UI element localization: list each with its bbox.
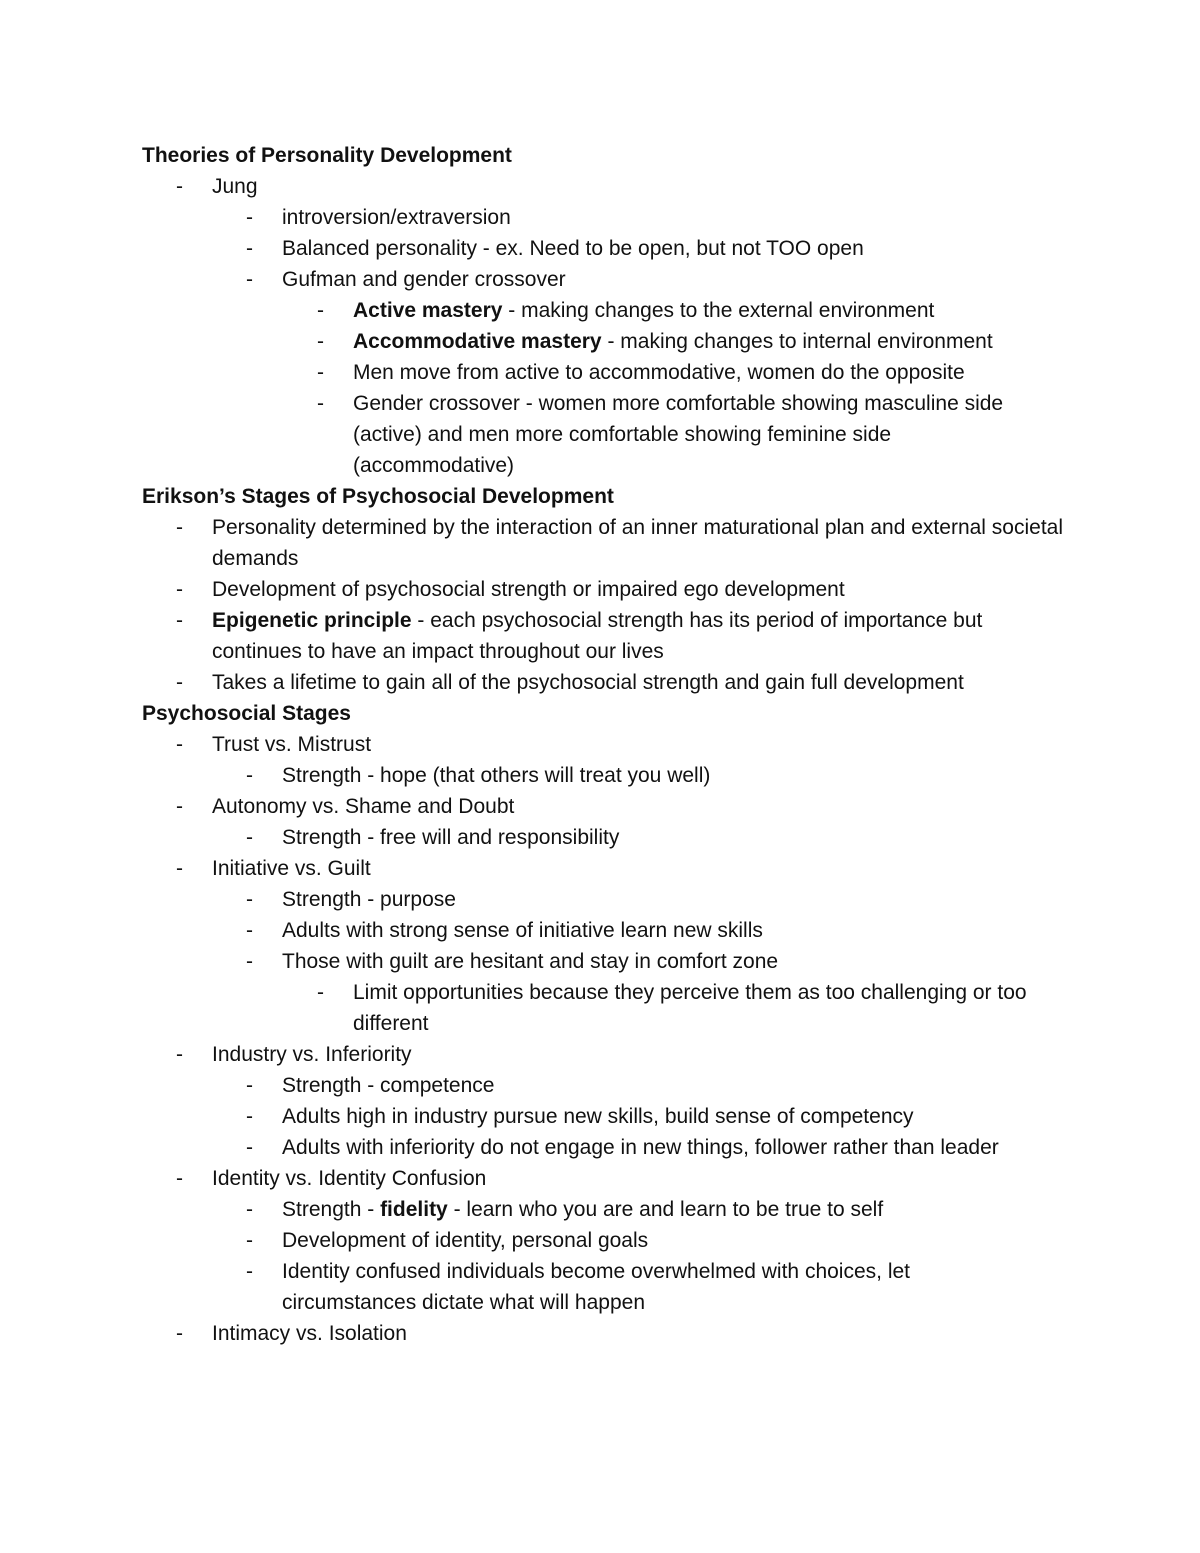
list-item-text: Adults with strong sense of initiative learn new skills — [282, 919, 763, 942]
definition-text: - each psychosocial strength has its period of importance but continues to have an impact throughout our lives — [212, 609, 983, 663]
list-item-text: Strength - competence — [282, 1074, 495, 1097]
list-item-text: Trust vs. Mistrust — [212, 733, 372, 756]
bullet-dash: - — [246, 1105, 253, 1128]
bullet-dash: - — [176, 578, 183, 601]
bullet-dash: - — [317, 981, 324, 1004]
list-item-text: Adults with inferiority do not engage in new things, follower rather than leader — [282, 1136, 999, 1159]
list-item — [246, 1194, 1042, 1225]
bullet-dash: - — [317, 299, 324, 322]
term-accommodative-mastery: Accommodative mastery — [353, 330, 602, 353]
list-item-text: Takes a lifetime to gain all of the psychosocial strength and gain full development — [212, 671, 964, 694]
list-item-text: Intimacy vs. Isolation — [212, 1322, 407, 1345]
bullet-dash: - — [176, 175, 183, 198]
list-item — [246, 264, 1042, 295]
list-item-text: Men move from active to accommodative, women do the opposite — [353, 361, 965, 384]
list-item-text — [353, 299, 934, 322]
list-item-text: Initiative vs. Guilt — [212, 857, 371, 880]
section-heading-erikson: Erikson’s Stages of Psychosocial Development — [142, 485, 614, 508]
bullet-dash: - — [246, 950, 253, 973]
list-item — [176, 667, 1070, 698]
list-item-text: Identity vs. Identity Confusion — [212, 1167, 487, 1190]
list-item — [246, 1101, 1042, 1132]
list-item — [176, 791, 1070, 822]
bullet-dash: - — [317, 361, 324, 384]
list-item — [317, 326, 1043, 357]
bullet-dash: - — [176, 1167, 183, 1190]
list-item — [246, 915, 1042, 946]
bullet-dash: - — [246, 1198, 253, 1221]
list-item-text: Gender crossover - women more comfortable showing masculine side (active) and men more comfortable showing feminine side (accommodative) — [353, 392, 1004, 477]
list-item-text — [353, 330, 993, 353]
list-item — [246, 760, 1042, 791]
bullet-dash: - — [176, 671, 183, 694]
term-active-mastery: Active mastery — [353, 299, 503, 322]
term-fidelity: fidelity — [380, 1198, 448, 1221]
list-item-text: Limit opportunities because they perceive them as too challenging or too different — [353, 981, 1027, 1035]
list-item-text: Autonomy vs. Shame and Doubt — [212, 795, 515, 818]
section-heading-theories: Theories of Personality Development — [142, 144, 512, 167]
list-item — [176, 853, 1070, 884]
list-item-text: Adults high in industry pursue new skills, build sense of competency — [282, 1105, 914, 1128]
bullet-dash: - — [176, 516, 183, 539]
bullet-dash: - — [246, 1260, 253, 1283]
list-item-text: introversion/extraversion — [282, 206, 511, 229]
list-item — [246, 822, 1042, 853]
list-item-text: Jung — [212, 175, 258, 198]
list-item-text — [282, 1198, 883, 1221]
list-item — [246, 202, 1042, 233]
list-item — [176, 512, 1070, 574]
list-item-text: Development of identity, personal goals — [282, 1229, 649, 1252]
bullet-dash: - — [176, 1043, 183, 1066]
bullet-dash: - — [246, 1229, 253, 1252]
bullet-dash: - — [246, 268, 253, 291]
list-item — [317, 388, 1043, 481]
bullet-dash: - — [317, 392, 324, 415]
list-item-text: Strength - free will and responsibility — [282, 826, 620, 849]
list-item-text: Balanced personality - ex. Need to be open, but not TOO open — [282, 237, 864, 260]
section-heading-psychosocial-stages: Psychosocial Stages — [142, 702, 351, 725]
list-item-text: Industry vs. Inferiority — [212, 1043, 412, 1066]
list-item — [317, 977, 1043, 1039]
list-item-text: Identity confused individuals become overwhelmed with choices, let circumstances dictate what will happen — [282, 1260, 911, 1314]
list-item — [176, 605, 1070, 667]
list-item — [246, 1256, 1042, 1318]
list-item — [176, 1318, 1070, 1349]
list-item-text — [212, 609, 982, 663]
list-item-text: Development of psychosocial strength or impaired ego development — [212, 578, 845, 601]
bullet-dash: - — [246, 206, 253, 229]
bullet-dash: - — [176, 795, 183, 818]
bullet-dash: - — [246, 764, 253, 787]
bullet-dash: - — [246, 919, 253, 942]
list-item — [176, 171, 1070, 202]
list-item — [176, 729, 1070, 760]
list-item — [246, 1225, 1042, 1256]
list-item — [246, 233, 1042, 264]
list-item — [246, 884, 1042, 915]
definition-text: - learn who you are and learn to be true to self — [447, 1198, 884, 1221]
list-item — [246, 1070, 1042, 1101]
list-item — [246, 1132, 1042, 1163]
strength-prefix: Strength - — [282, 1198, 381, 1221]
bullet-dash: - — [246, 826, 253, 849]
bullet-dash: - — [176, 857, 183, 880]
definition-text: - making changes to internal environment — [601, 330, 993, 353]
bullet-dash: - — [246, 237, 253, 260]
list-item — [176, 1163, 1070, 1194]
list-item-text: Strength - hope (that others will treat you well) — [282, 764, 711, 787]
bullet-dash: - — [246, 1074, 253, 1097]
list-item — [176, 1039, 1070, 1070]
list-item — [246, 946, 1042, 977]
bullet-dash: - — [246, 888, 253, 911]
term-epigenetic-principle: Epigenetic principle — [212, 609, 412, 632]
list-item — [317, 295, 1043, 326]
bullet-dash: - — [176, 1322, 183, 1345]
list-item-text: Those with guilt are hesitant and stay in comfort zone — [282, 950, 779, 973]
bullet-dash: - — [317, 330, 324, 353]
list-item — [176, 574, 1070, 605]
bullet-dash: - — [176, 609, 183, 632]
list-item-text: Gufman and gender crossover — [282, 268, 566, 291]
list-item-text: Personality determined by the interaction of an inner maturational plan and external societal demands — [212, 516, 1064, 570]
list-item — [317, 357, 1043, 388]
bullet-dash: - — [246, 1136, 253, 1159]
list-item-text: Strength - purpose — [282, 888, 456, 911]
bullet-dash: - — [176, 733, 183, 756]
definition-text: - making changes to the external environment — [502, 299, 935, 322]
